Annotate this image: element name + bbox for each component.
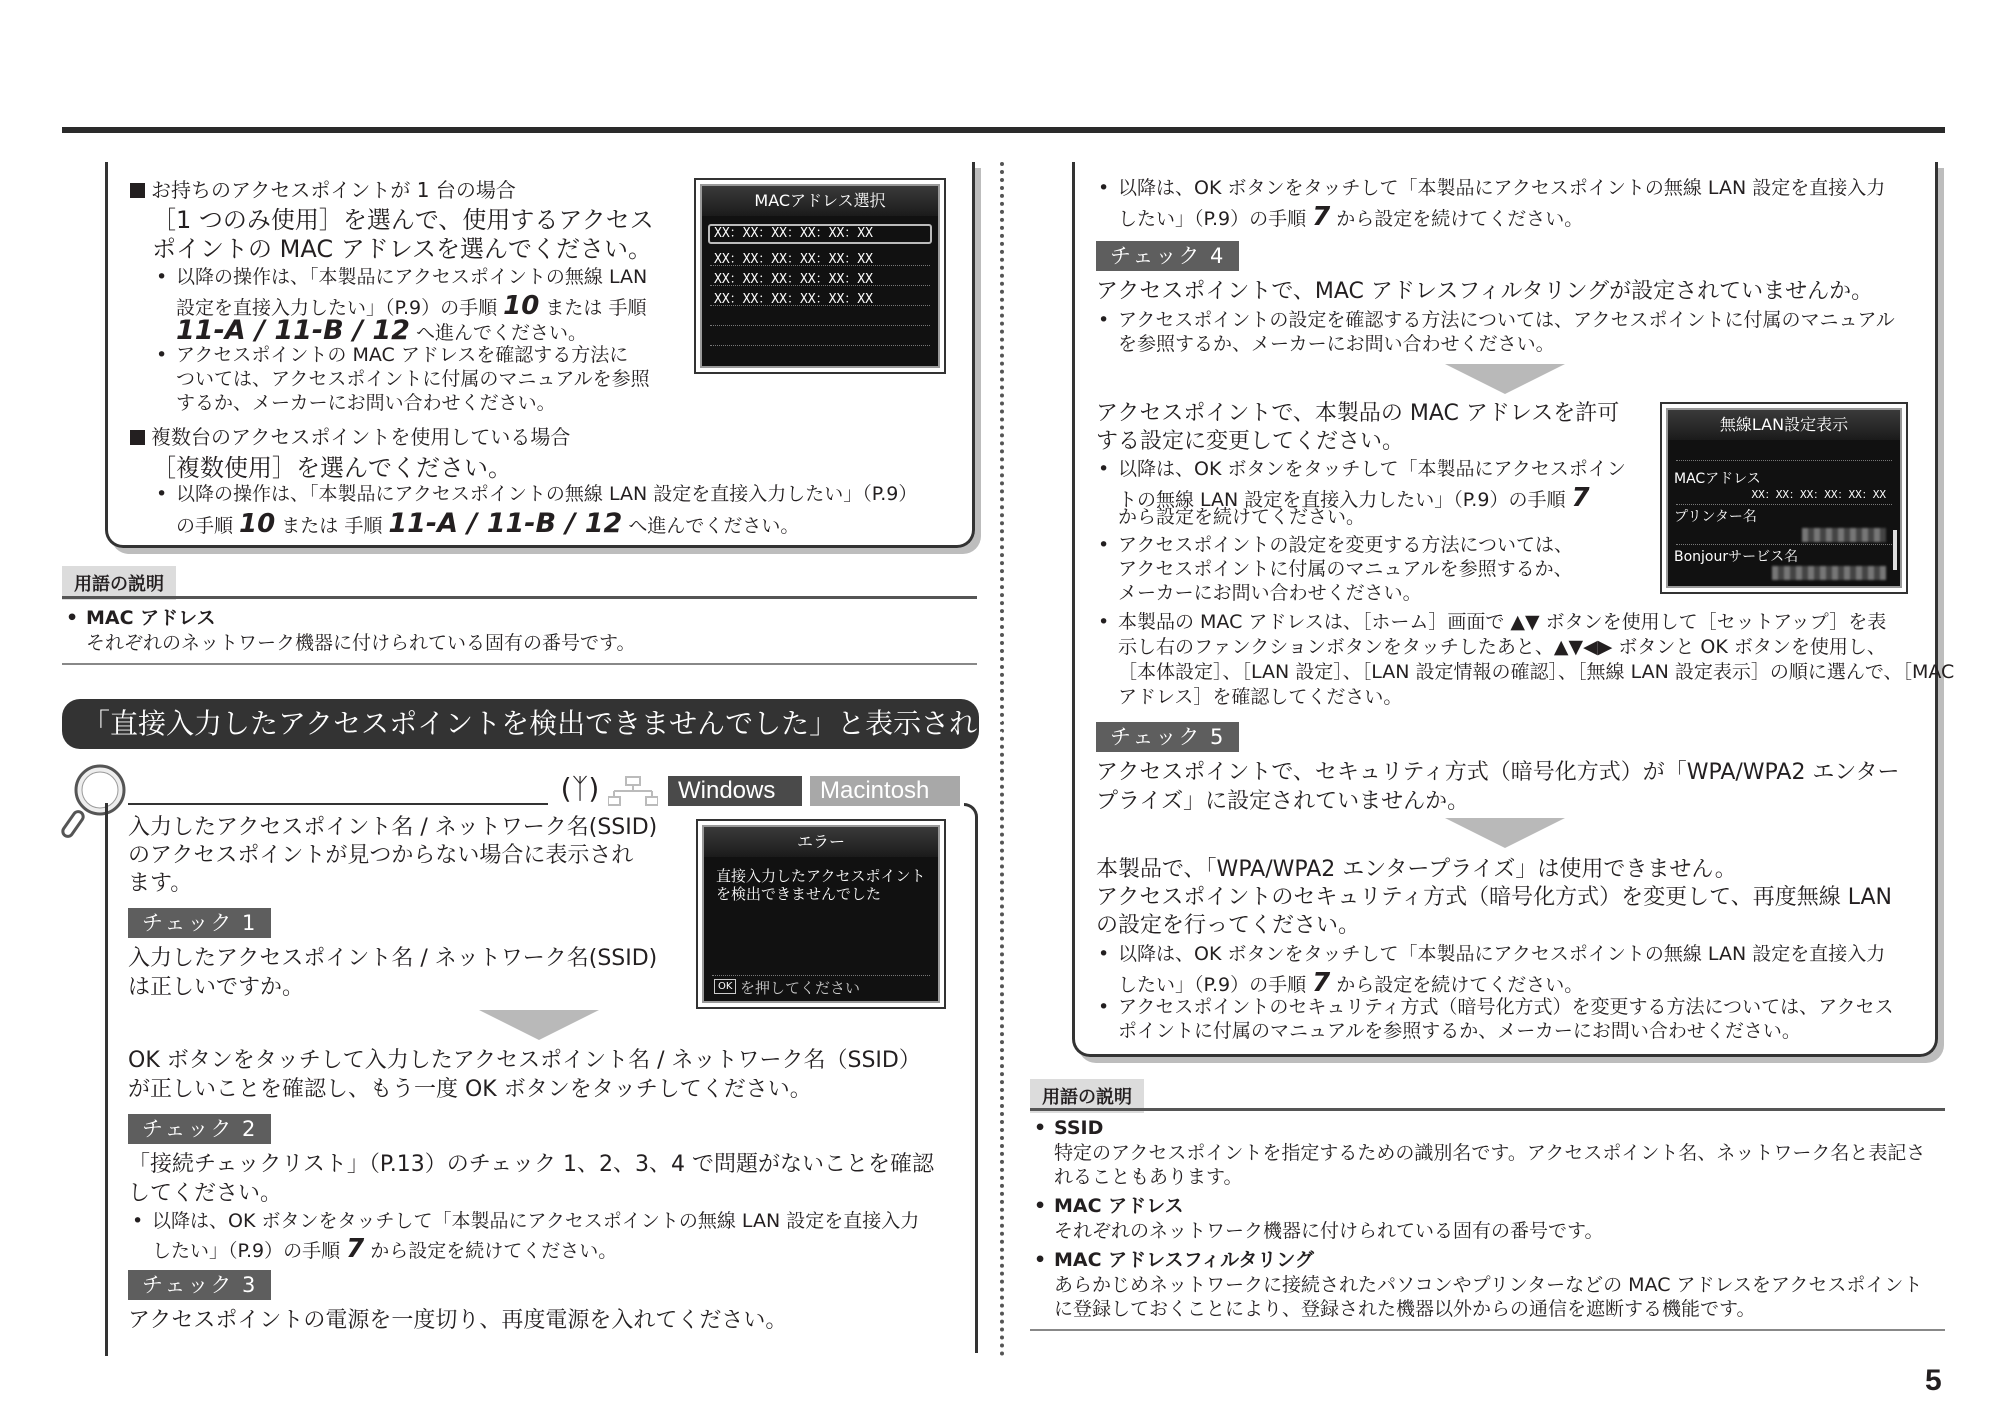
single-ap-bullet-2-line-1: • アクセスポイントの MAC アドレスを確認する方法に [176,344,628,368]
scrollbar[interactable] [1893,530,1897,570]
error-message-line-1: 直接入力したアクセスポイント [716,867,926,885]
check-1-question-2: は正しいですか。 [128,975,305,1000]
square-bullet-icon [130,183,145,198]
intro-line-1: 入力したアクセスポイント名 / ネットワーク名(SSID) [128,815,658,840]
mac-row: XX：XX：XX：XX：XX：XX [714,292,873,307]
check-5-question-2: プライズ」に設定されていませんか。 [1096,789,1470,814]
glossary-term-mac: • MAC アドレス [86,607,216,631]
check-5-question-1: アクセスポイントで、セキュリティ方式（暗号化方式）が「WPA/WPA2 エンター [1096,760,1900,785]
glossary-term-ssid: • SSID [1054,1117,1103,1141]
mac-row: XX：XX：XX：XX：XX：XX [714,272,873,287]
check-2-question-1: 「接続チェックリスト」（P.13）のチェック 1、2、3、4 で問題がないことを確認 [128,1152,935,1177]
wireless-icon [555,768,605,808]
glossary-def-mac: それぞれのネットワーク機器に付けられている固有の番号です。 [1054,1220,1604,1242]
single-ap-heading: お持ちのアクセスポイントが 1 台の場合 [130,178,516,203]
wlan-bonjour-label: Bonjourサービス名 [1674,549,1799,565]
glossary-rule-bottom [62,663,977,665]
single-ap-bullet-1-line-2: 設定を直接入力したい」（P.9）の手順 10 または 手順 [176,291,647,321]
check-4-bullet-2-line-2: トの無線 LAN 設定を直接入力したい」（P.9）の手順 7 [1118,483,1590,513]
row-divider [1676,460,1892,461]
check-4-bullet-4-line-3: ［本体設定］、［LAN 設定］、［LAN 設定情報の確認］、［無線 LAN 設定表示］の順に選んで、［MAC [1118,661,1955,683]
glossary-def-mac-filtering-2: に登録しておくことにより、登録された機器以外からの通信を遮断する機能です。 [1054,1298,1756,1320]
mac-row: XX：XX：XX：XX：XX：XX [714,252,873,267]
mac-select-screen-title: MACアドレス選択 [702,186,938,216]
blurred-value [1802,528,1886,542]
os-badge-windows: Windows [668,776,802,806]
glossary-tab: 用語の説明 [62,566,176,600]
check-4-question: アクセスポイントで、MAC アドレスフィルタリングが設定されていませんか。 [1096,279,1874,304]
single-ap-bullet-2-line-3: するか、メーカーにお問い合わせください。 [176,392,556,414]
error-screen-title: エラー [704,827,938,857]
check-5-bullet-2-line-2: ポイントに付属のマニュアルを参照するか、メーカーにお問い合わせください。 [1118,1020,1801,1042]
row-divider [712,975,930,976]
multi-ap-heading: 複数台のアクセスポイントを使用している場合 [130,425,570,450]
page-number: 5 [1925,1364,1942,1397]
multi-ap-instruction: ［複数使用］を選んでください。 [152,454,512,482]
glossary-def-mac-filtering-1: あらかじめネットワークに接続されたパソコンやプリンターなどの MAC アドレスをアクセスポイント [1054,1274,1923,1296]
check-2-label: チェック 2 [128,1114,271,1144]
check-5-answer-3: の設定を行ってください。 [1096,913,1361,938]
wired-lan-icon [608,775,658,807]
row-divider [1676,504,1892,505]
wlan-mac-value: XX：XX：XX：XX：XX：XX [1751,488,1886,501]
check-4-label: チェック 4 [1096,241,1239,271]
section-title: 「直接入力したアクセスポイントを検出できませんでした」と表示された [62,699,979,749]
check-2-question-2: してください。 [128,1181,283,1206]
top-rule [62,127,1945,133]
single-ap-bullet-1-line-3: 11-A / 11-B / 12 へ進んでください。 [176,315,587,346]
check-1-answer-2: が正しいことを確認し、もう一度 OK ボタンをタッチしてください。 [128,1077,812,1102]
wlan-info-screen-title: 無線LAN設定表示 [1668,410,1900,440]
ok-key-icon: OK [714,979,736,994]
single-ap-instruction-1: ［1 つのみ使用］を選んで、使用するアクセス [152,206,654,234]
check-5-answer-1: 本製品で、「WPA/WPA2 エンタープライズ」は使用できません。 [1096,857,1737,882]
wlan-printer-label: プリンター名 [1674,509,1757,525]
error-screen [702,825,940,1003]
check-5-bullet-1-line-2: したい」（P.9）の手順 7 から設定を続けてください。 [1118,968,1584,998]
top-bullet-line-2: したい」（P.9）の手順 7 から設定を続けてください。 [1118,202,1584,232]
row-divider [710,325,930,326]
check-4-answer-2: する設定に変更してください。 [1096,429,1405,454]
check-5-answer-2: アクセスポイントのセキュリティ方式（暗号化方式）を変更して、再度無線 LAN [1096,885,1892,910]
blurred-value [1772,566,1886,580]
wlan-info-screen [1666,408,1902,588]
multi-ap-bullet-line-1: • 以降の操作は、「本製品にアクセスポイントの無線 LAN 設定を直接入力したい」（P.9） [176,483,917,507]
down-arrow-icon [479,1010,599,1040]
check-4-bullet-1-line-1: • アクセスポイントの設定を確認する方法については、アクセスポイントに付属のマニュアル [1118,309,1895,333]
glossary-def-ssid-2: れることもあります。 [1054,1166,1243,1188]
check-panel-border [964,803,978,1353]
check-4-bullet-4-line-2: 示し右のファンクションボタンをタッチしたあと、▲▼◀▶ ボタンと OK ボタンを使用し、 [1118,636,1886,658]
check-4-bullet-3-line-2: アクセスポイントに付属のマニュアルを参照するか、 [1118,558,1573,580]
ok-prompt: を押してください [740,979,861,997]
heading-rule [128,803,548,805]
row-divider [1676,544,1892,545]
check-1-question-1: 入力したアクセスポイント名 / ネットワーク名(SSID) [128,946,658,971]
glossary-term-mac: • MAC アドレス [1054,1195,1184,1219]
row-divider [710,265,930,266]
check-4-bullet-3-line-1: • アクセスポイントの設定を変更する方法については、 [1118,534,1573,558]
check-4-bullet-4-line-4: アドレス］を確認してください。 [1118,686,1403,708]
error-message-line-2: を検出できませんでした [716,885,882,903]
check-5-bullet-2-line-1: • アクセスポイントのセキュリティ方式（暗号化方式）を変更する方法については、アクセス [1118,996,1894,1020]
check-4-answer-1: アクセスポイントで、本製品の MAC アドレスを許可 [1096,401,1620,426]
mac-select-screen [700,184,940,368]
check-panel-left-border [105,803,108,1356]
magnifier-icon [60,760,130,840]
check-4-bullet-4-line-1: • 本製品の MAC アドレスは、［ホーム］画面で ▲▼ ボタンを使用して［セットアップ］を表 [1118,611,1886,635]
check-4-bullet-2-line-3: から設定を続けてください。 [1118,506,1366,528]
column-divider [1000,162,1004,1357]
square-bullet-icon [130,430,145,445]
top-bullet-line-1: • 以降は、OK ボタンをタッチして「本製品にアクセスポイントの無線 LAN 設定を直接入力 [1118,177,1885,201]
check-4-bullet-3-line-3: メーカーにお問い合わせください。 [1118,582,1422,604]
check-1-answer-1: OK ボタンをタッチして入力したアクセスポイント名 / ネットワーク名（SSID） [128,1048,921,1073]
check-4-bullet-1-line-2: を参照するか、メーカーにお問い合わせください。 [1118,333,1555,355]
glossary-tab: 用語の説明 [1030,1079,1144,1113]
mac-row-selected: XX：XX：XX：XX：XX：XX [708,224,932,244]
glossary-term-mac-filtering: • MAC アドレスフィルタリング [1054,1249,1314,1273]
glossary-rule-bottom [1030,1329,1945,1331]
check-5-label: チェック 5 [1096,722,1239,752]
check-4-bullet-2-line-1: • 以降は、OK ボタンをタッチして「本製品にアクセスポイン [1118,458,1626,482]
single-ap-instruction-2: ポイントの MAC アドレスを選んでください。 [152,235,652,263]
svg-text:(ᛉ): (ᛉ) [560,772,600,805]
multi-ap-bullet-line-2: の手順 10 または 手順 11-A / 11-B / 12 へ進んでください。 [176,508,800,539]
row-divider [710,305,930,306]
row-divider [710,285,930,286]
intro-line-2: のアクセスポイントが見つからない場合に表示され [128,843,634,868]
check-5-bullet-1-line-1: • 以降は、OK ボタンをタッチして「本製品にアクセスポイントの無線 LAN 設定を直接入力 [1118,943,1885,967]
check-2-bullet-line-2: したい」（P.9）の手順 7 から設定を続けてください。 [152,1234,618,1264]
check-2-bullet-line-1: • 以降は、OK ボタンをタッチして「本製品にアクセスポイントの無線 LAN 設定を直接入力 [152,1210,919,1234]
down-arrow-icon [1445,364,1565,394]
intro-line-3: ます。 [128,871,193,896]
check-3-label: チェック 3 [128,1270,271,1300]
glossary-rule-top [62,596,977,599]
check-3-question: アクセスポイントの電源を一度切り、再度電源を入れてください。 [128,1308,788,1333]
wlan-mac-label: MACアドレス [1674,471,1761,487]
row-divider [710,345,930,346]
single-ap-bullet-1-line-1: • 以降の操作は、「本製品にアクセスポイントの無線 LAN [176,266,647,290]
os-badge-macintosh: Macintosh [810,776,960,806]
check-1-label: チェック 1 [128,908,271,938]
single-ap-bullet-2-line-2: ついては、アクセスポイントに付属のマニュアルを参照 [176,368,650,390]
glossary-def-ssid-1: 特定のアクセスポイントを指定するための識別名です。アクセスポイント名、ネットワーク名と表記さ [1054,1142,1926,1164]
glossary-def-mac: それぞれのネットワーク機器に付けられている固有の番号です。 [86,632,636,654]
glossary-rule-top [1030,1108,1945,1111]
down-arrow-icon [1445,818,1565,848]
